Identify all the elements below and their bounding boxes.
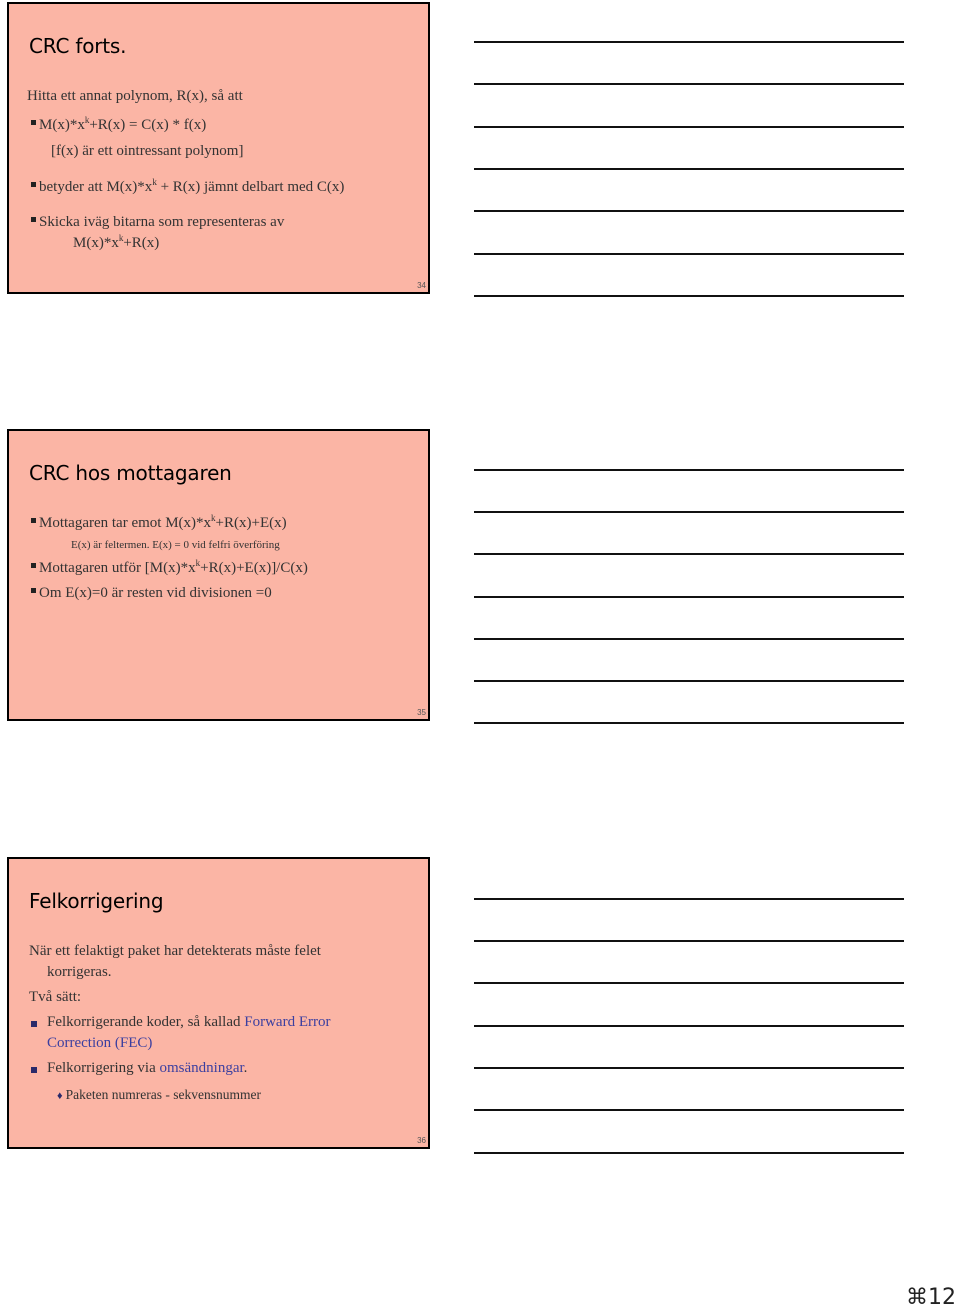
slide-text: Två sätt: <box>29 989 82 1005</box>
bullet-marker <box>31 1067 37 1073</box>
note-line <box>474 210 904 212</box>
note-line <box>474 1067 904 1069</box>
slide-subtext: E(x) är feltermen. E(x) = 0 vid felfri överföring <box>71 539 280 551</box>
note-line <box>474 1109 904 1111</box>
note-line <box>474 469 904 471</box>
note-line <box>474 41 904 43</box>
note-line <box>474 1152 904 1154</box>
note-line <box>474 295 904 297</box>
note-line <box>474 1025 904 1027</box>
diamond-bullet-icon: ♦ <box>57 1090 63 1102</box>
slide-text: Correction (FEC) <box>47 1035 153 1051</box>
note-line <box>474 722 904 724</box>
slide-title: Felkorrigering <box>29 889 164 913</box>
note-line <box>474 126 904 128</box>
note-line <box>474 596 904 598</box>
slide-title: CRC forts. <box>29 34 127 58</box>
page-number: ⌘12 <box>906 1285 956 1310</box>
bullet-marker <box>31 1021 37 1027</box>
slide-title: CRC hos mottagaren <box>29 461 232 485</box>
slide-text: $M(x)*x^k+R(x)$ <box>73 233 160 251</box>
bullet-item: Felkorrigering via omsändningar. <box>47 1060 248 1076</box>
note-line <box>474 553 904 555</box>
note-line <box>474 940 904 942</box>
slide-36 <box>7 857 430 1149</box>
slide-number: 34 <box>417 281 426 290</box>
slide-text: När ett felaktigt paket har detekterats måste felet <box>29 943 321 959</box>
bullet-item: Mottagaren tar emot $M(x)*x^k+R(x)+E(x)$ <box>31 515 287 532</box>
note-line <box>474 982 904 984</box>
note-line <box>474 253 904 255</box>
bullet-item: Skicka iväg bitarna som representeras av <box>31 214 284 231</box>
slide-34 <box>7 2 430 294</box>
slide-number: 36 <box>417 1136 426 1145</box>
note-line <box>474 168 904 170</box>
note-line <box>474 638 904 640</box>
bullet-item: Mottagaren utför $[M(x)*x^k+R(x)+E(x)]/C(x)$ <box>31 560 308 577</box>
note-line <box>474 680 904 682</box>
slide-text: [f(x) är ett ointressant polynom] <box>51 143 244 159</box>
note-line <box>474 83 904 85</box>
bullet-item: $M(x)*x^k+R(x) = C(x) * f(x)$ <box>31 117 206 134</box>
bullet-item: Om E(x)=0 är resten vid divisionen =0 <box>31 585 272 602</box>
slide-number: 35 <box>417 708 426 717</box>
bullet-item: betyder att $M(x)*x^k + R(x)$ jämnt delbart med C(x) <box>31 179 344 196</box>
slide-35 <box>7 429 430 721</box>
sub-bullet-item: ♦ Paketen numreras - sekvensnummer <box>57 1087 261 1102</box>
bullet-item: Felkorrigerande koder, så kallad Forward Error <box>47 1014 331 1030</box>
command-icon: ⌘ <box>906 1285 928 1310</box>
note-line <box>474 898 904 900</box>
note-line <box>474 511 904 513</box>
slide-text: korrigeras. <box>47 964 112 980</box>
slide-text: Hitta ett annat polynom, R(x), så att <box>27 88 243 104</box>
